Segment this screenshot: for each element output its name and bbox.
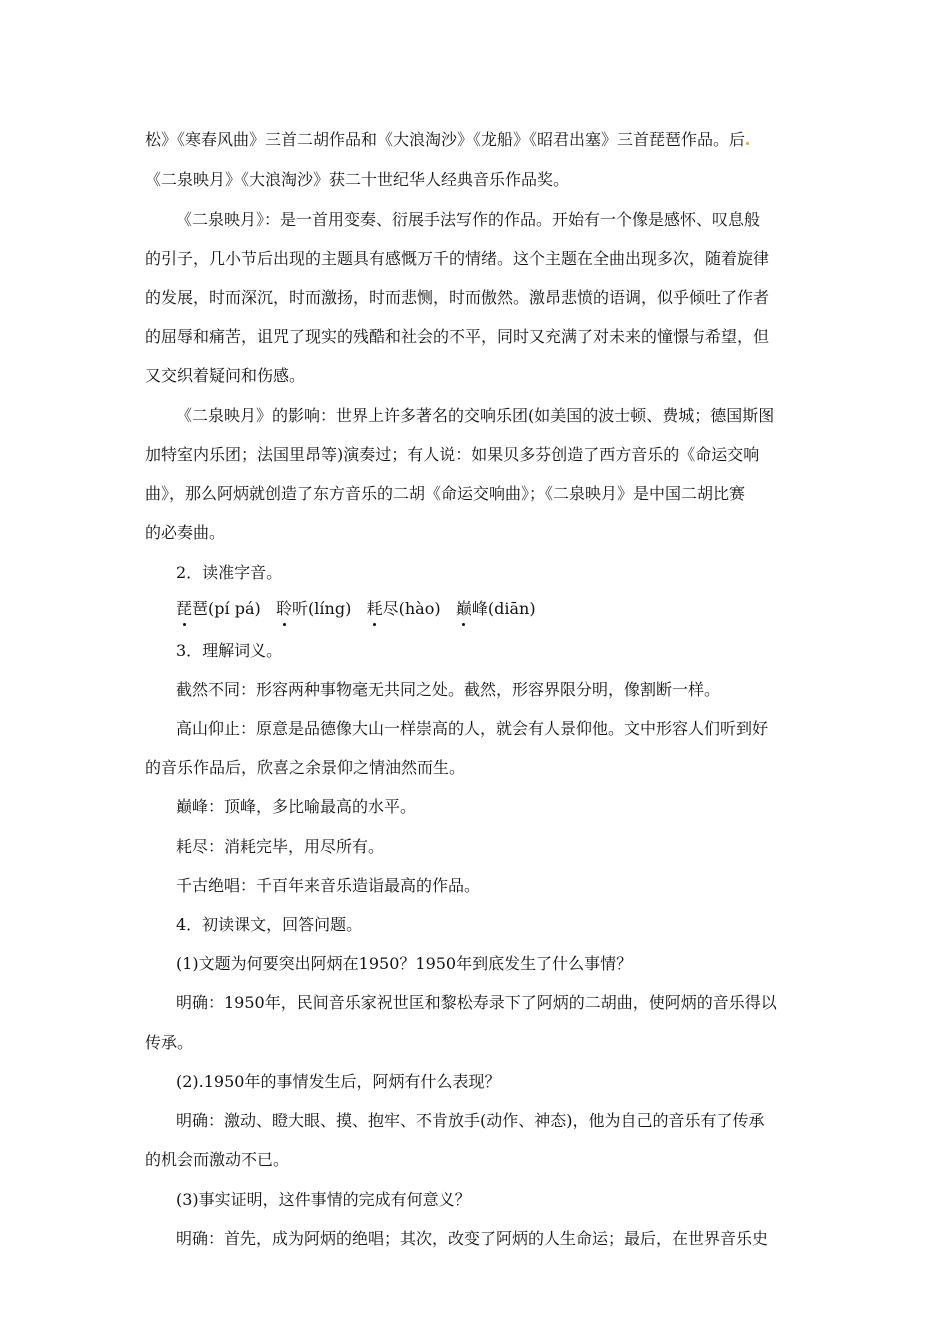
text-line: 巅峰：顶峰，多比喻最高的水平。 (176, 797, 417, 816)
text-line: 的引子，几小节后出现的主题具有感慨万千的情绪。这个主题在全曲出现多次，随着旋律 (145, 249, 770, 268)
text-line: 2．读准字音。 (176, 563, 283, 582)
text-line: 的发展，时而深沉，时而激扬，时而悲恻，时而傲然。激昂悲愤的语调，似乎倾吐了作者 (145, 288, 770, 307)
text-line: 明确：1950年，民间音乐家祝世匡和黎松寿录下了阿炳的二胡曲，使阿炳的音乐得以 (176, 993, 777, 1012)
text-line: (2).1950年的事情发生后，阿炳有什么表现？ (176, 1072, 501, 1091)
text-line: 耗尽：消耗完毕，用尽所有。 (176, 837, 385, 856)
text-line: 曲》，那么阿炳就创造了东方音乐的二胡《命运交响曲》；《二泉映月》是中国二胡比赛 (145, 484, 746, 503)
text-line: 高山仰止：原意是品德像大山一样崇高的人，就会有人景仰他。文中形容人们听到好 (176, 719, 769, 738)
pinyin-line (176, 598, 536, 620)
text-line: 明确：首先，成为阿炳的绝唱；其次，改变了阿炳的人生命运；最后，在世界音乐史 (176, 1229, 769, 1248)
text-line: 4．初读课文，回答问题。 (176, 915, 363, 934)
text-line: 明确：激动、瞪大眼、摸、抱牢、不肯放手(动作、神态)，他为自己的音乐有了传承 (176, 1111, 765, 1130)
text-line: 《二泉映月》《大浪淘沙》获二十世纪华人经典音乐作品奖。 (145, 170, 570, 189)
text-line: 的音乐作品后，欣喜之余景仰之情油然而生。 (145, 758, 466, 777)
text-line: 加特室内乐团；法国里昂等)演奏过；有人说：如果贝多芬创造了西方音乐的《命运交响 (145, 445, 760, 464)
pinyin-item: 耗尽(hào) (366, 599, 441, 618)
text-line: 《二泉映月》的影响：世界上许多著名的交响乐团(如美国的波士顿、费城；德国斯图 (176, 406, 775, 425)
text-line: 松》《寒春风曲》三首二胡作品和《大浪淘沙》《龙船》《昭君出塞》三首琵琶作品。后 (145, 129, 749, 151)
mark-dot (746, 142, 749, 145)
text-line: 千古绝唱：千百年来音乐造诣最高的作品。 (176, 876, 481, 895)
text-line: 截然不同：形容两种事物毫无共同之处。截然，形容界限分明，像割断一样。 (176, 680, 721, 699)
pinyin-item: 琵琶(pí pá) (176, 599, 261, 618)
text-line: 的必奏曲。 (145, 523, 226, 542)
text-line: 的屈辱和痛苦，诅咒了现实的残酷和社会的不平，同时又充满了对未来的憧憬与希望，但 (145, 327, 770, 346)
text-line: 《二泉映月》：是一首用变奏、衍展手法写作的作品。开始有一个像是感怀、叹息般 (176, 210, 761, 229)
text-line: 3．理解词义。 (176, 641, 283, 660)
pinyin-item: 巅峰(diān) (455, 599, 536, 618)
text-line: 传承。 (145, 1033, 194, 1052)
text-line: (1)文题为何要突出阿炳在1950？1950年到底发生了什么事情？ (176, 954, 633, 973)
pinyin-item: 聆听(líng) (276, 599, 352, 618)
text-line: (3)事实证明，这件事情的完成有何意义？ (176, 1190, 471, 1209)
text-line: 又交织着疑问和伤感。 (145, 366, 306, 385)
text-line: 的机会而激动不已。 (145, 1150, 290, 1169)
